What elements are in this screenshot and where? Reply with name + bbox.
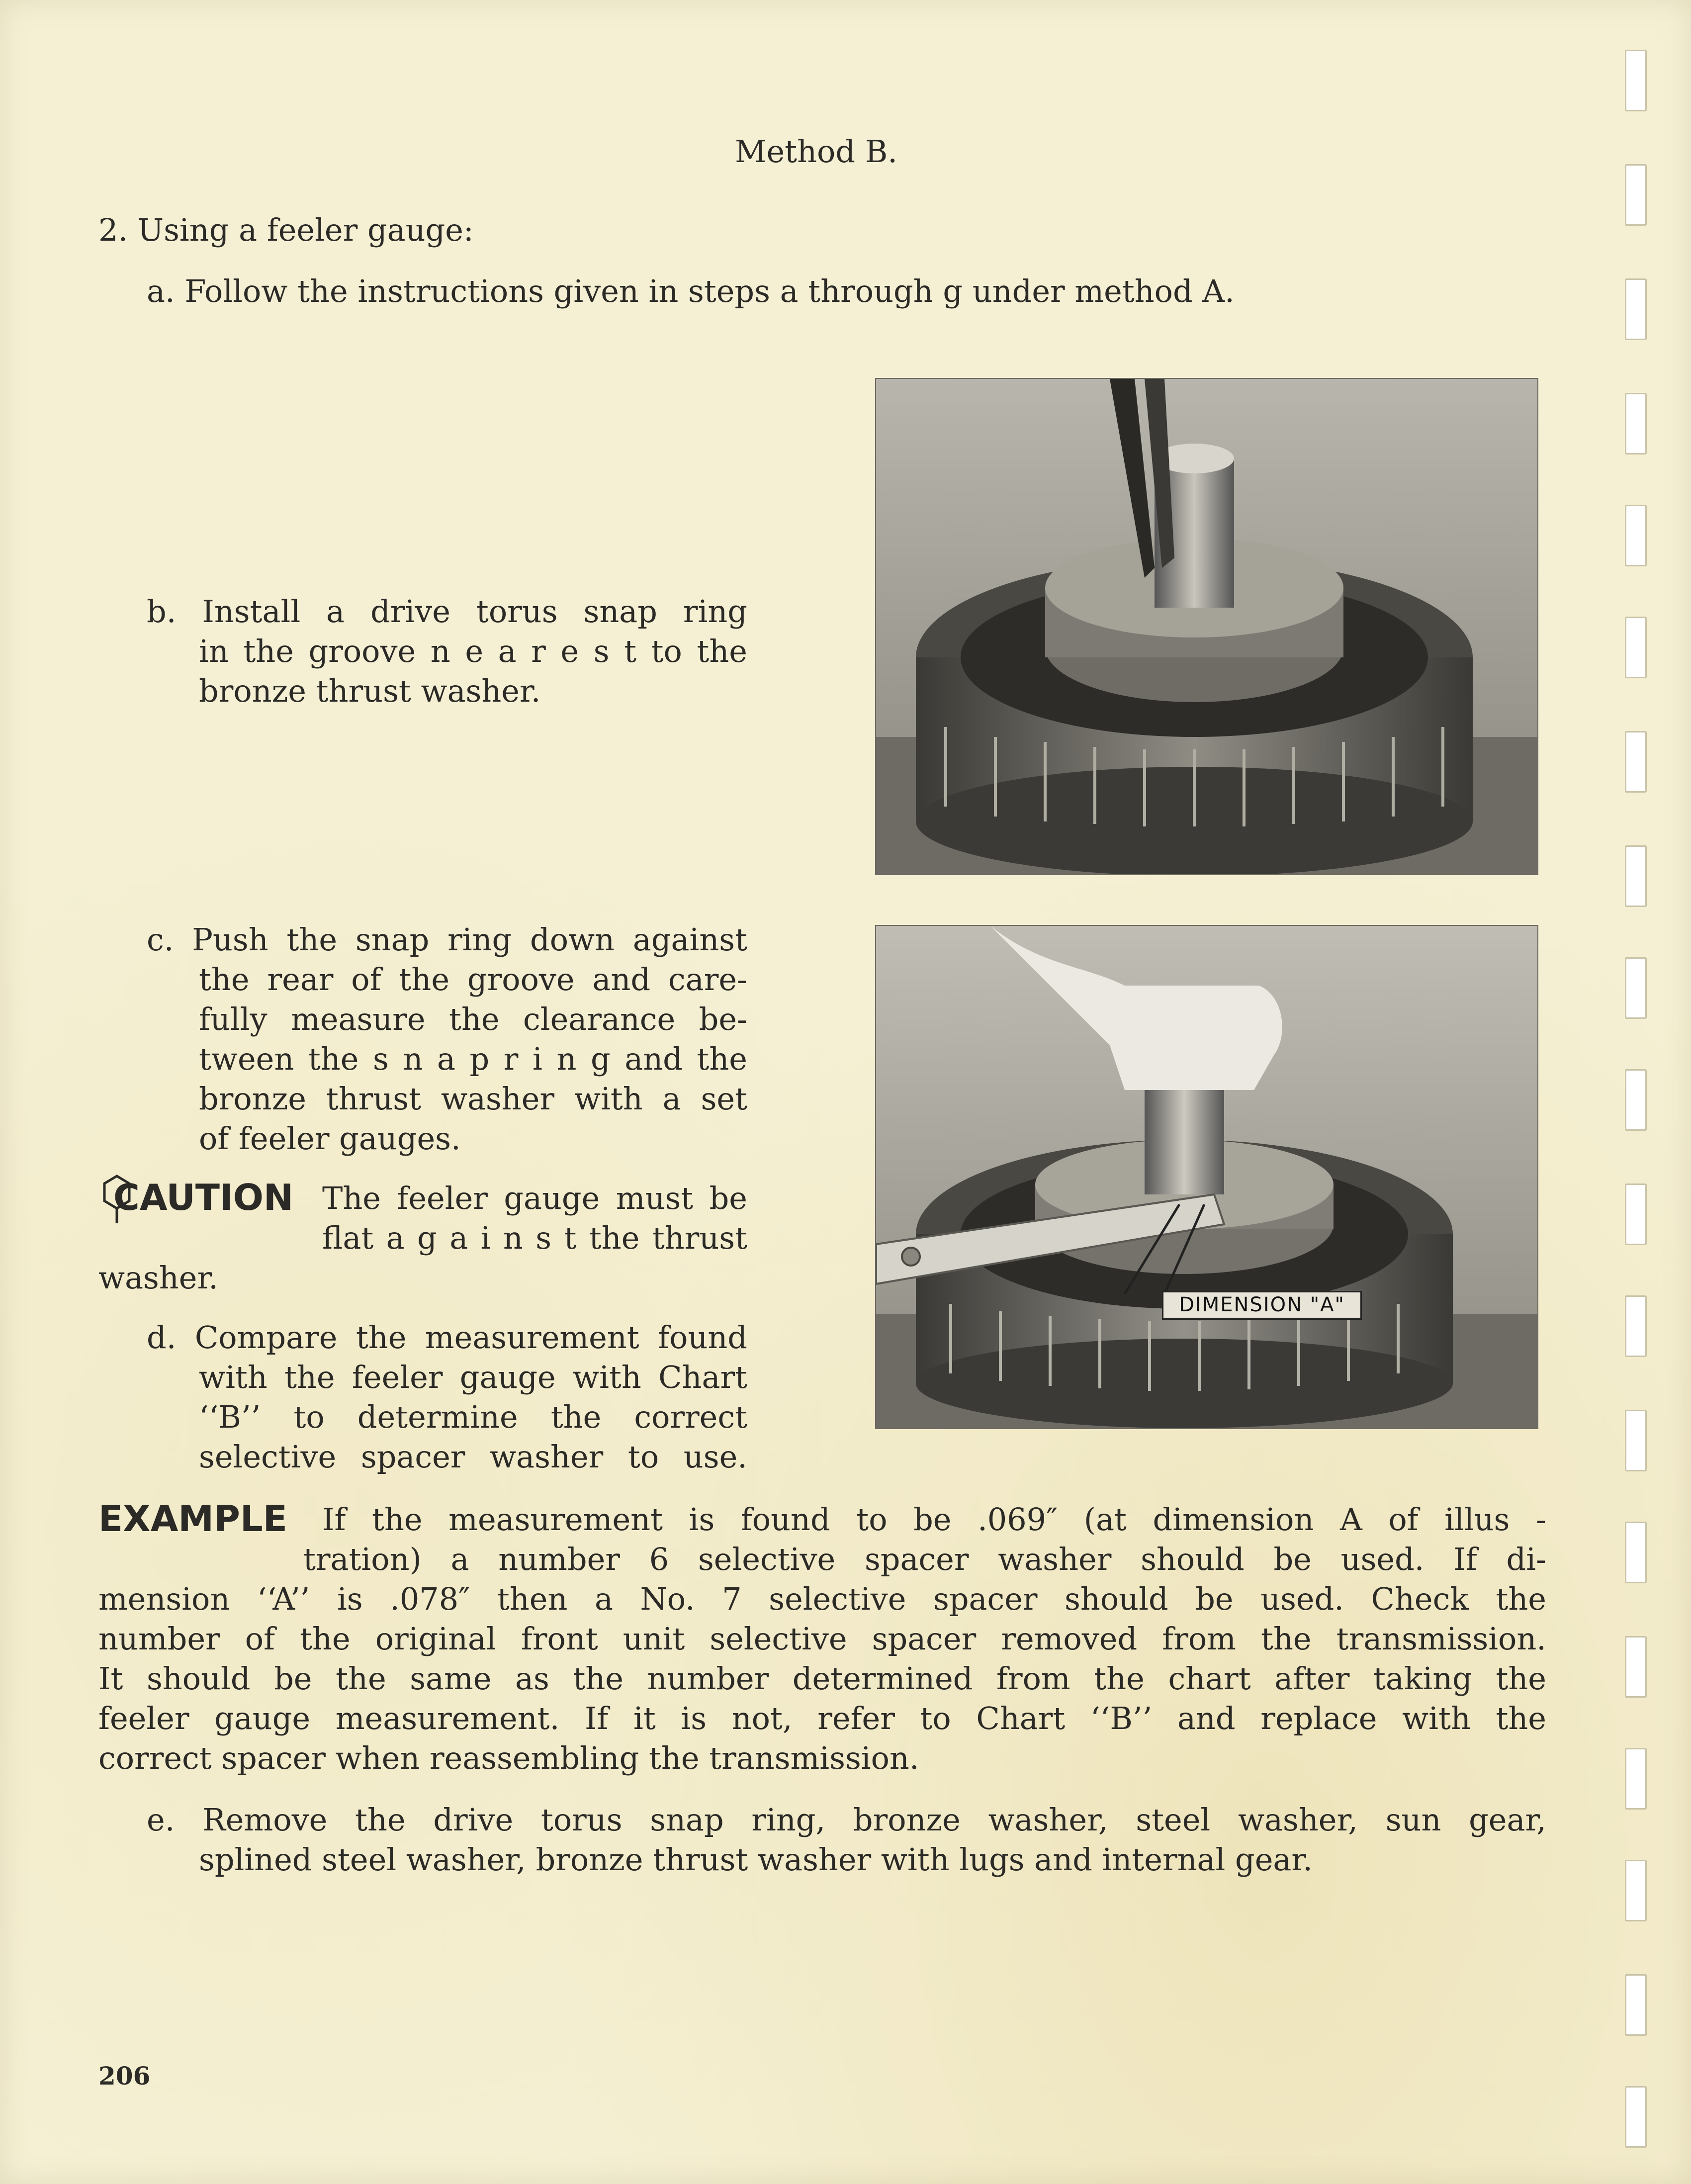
step-c-line: bronze thrust washer with a set [199,1081,747,1117]
step-d-line: selective spacer washer to use. [199,1439,747,1475]
step-e-line: splined steel washer, bronze thrust washer with lugs and internal gear. [199,1841,1313,1878]
step-d-line: d. Compare the measurement found [147,1319,747,1356]
binder-hole [1625,1860,1647,1921]
example-line: feeler gauge measurement. If it is not, refer to Chart ‘‘B’’ and replace with the [98,1700,1546,1736]
binder-hole [1625,1069,1647,1131]
step-c-line: the rear of the groove and care- [199,961,747,998]
example-line: tration) a number 6 selective spacer washer should be used. If di- [303,1541,1546,1577]
binder-hole [1625,278,1647,340]
step-c-line: c. Push the snap ring down against [147,921,747,958]
example-line: It should be the same as the number determined from the chart after taking the [98,1660,1546,1697]
step-a-text: a. Follow the instructions given in steps a through g under method A. [147,273,1235,309]
step-c-line: of feeler gauges. [199,1120,461,1157]
photo-snap-ring-install-image [876,379,1537,874]
step-b-line: bronze thrust washer. [199,673,541,709]
binder-hole [1625,1183,1647,1245]
binder-hole [1625,505,1647,566]
step-b-line: b. Install a drive torus snap ring [147,593,747,630]
caution-label: CAUTION [113,1177,294,1218]
caution-line: flat a g a i n s t the thrust [322,1220,747,1256]
binder-hole [1625,731,1647,793]
binder-hole [1625,1974,1647,2036]
example-line: number of the original front unit selective spacer removed from the transmission. [98,1621,1546,1657]
binder-hole [1625,1410,1647,1471]
photo-feeler-gauge-measure [875,925,1538,1429]
binder-hole [1625,957,1647,1019]
step-c-line: tween the s n a p r i n g and the [199,1041,747,1077]
binder-hole [1625,1295,1647,1357]
caution-line: The feeler gauge must be [322,1180,747,1216]
page-number: 206 [98,2061,151,2091]
step-d-line: ‘‘B’’ to determine the correct [199,1399,747,1435]
dimension-a-label: DIMENSION "A" [1162,1291,1362,1320]
binder-hole [1625,2086,1647,2148]
binder-hole [1625,50,1647,111]
example-line: correct spacer when reassembling the transmission. [98,1740,919,1776]
binder-hole [1625,1748,1647,1810]
example-line: mension ‘‘A’’ is .078″ then a No. 7 selective spacer should be used. Check the [98,1581,1546,1617]
step-b-line: in the groove n e a r e s t to the [199,633,747,669]
caution-line: washer. [98,1260,219,1296]
page-heading: Method B. [735,133,898,170]
photo-snap-ring-install [875,378,1538,875]
binder-hole [1625,1636,1647,1698]
binder-holes [1625,45,1646,2158]
binder-hole [1625,393,1647,455]
photo-feeler-gauge-measure-image [876,926,1537,1428]
example-label: EXAMPLE [98,1498,287,1540]
binder-hole [1625,164,1647,226]
binder-hole [1625,1522,1647,1583]
binder-hole [1625,617,1647,678]
step-c-line: fully measure the clearance be- [199,1001,747,1037]
step-2-title: 2. Using a feeler gauge: [98,212,474,248]
binder-hole [1625,845,1647,907]
step-d-line: with the feeler gauge with Chart [199,1359,747,1395]
step-e-line: e. Remove the drive torus snap ring, bronze washer, steel washer, sun gear, [147,1802,1546,1838]
example-line: If the measurement is found to be .069″ (at dimension A of illus - [322,1501,1546,1538]
